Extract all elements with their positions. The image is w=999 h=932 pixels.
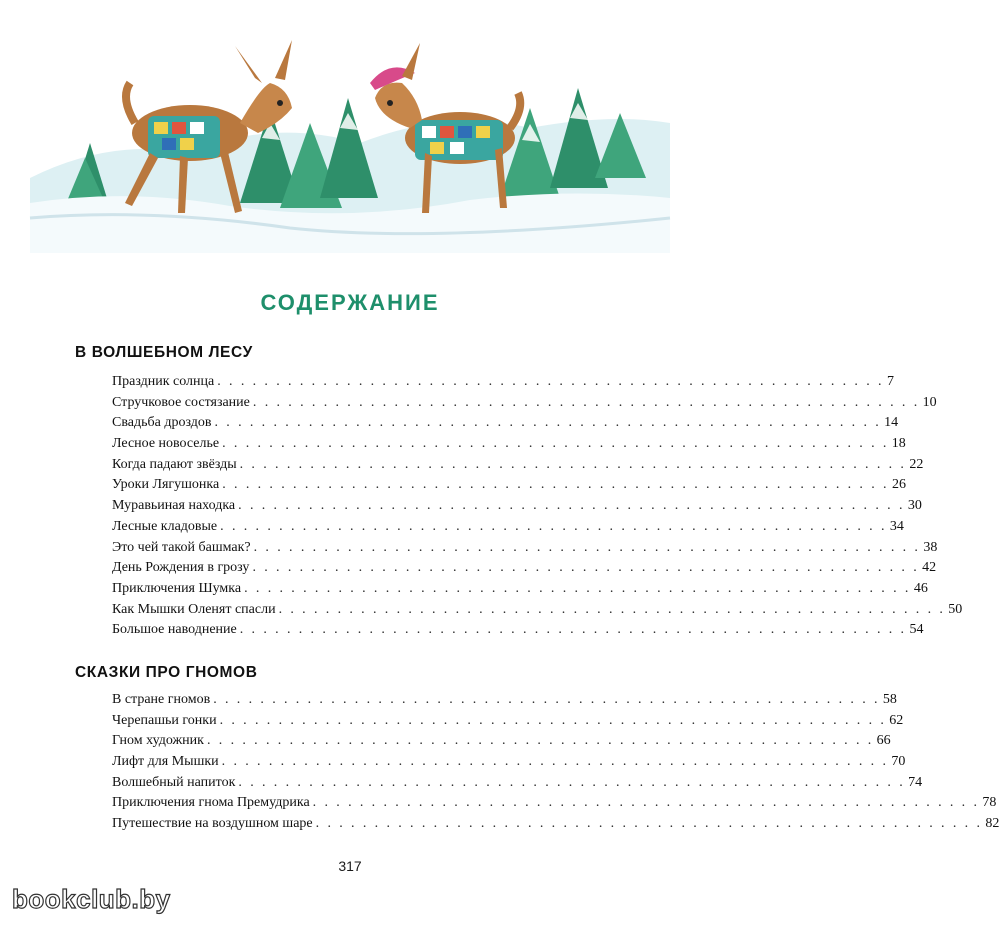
toc-entry[interactable] — [112, 601, 963, 623]
page-title: СОДЕРЖАНИЕ — [260, 290, 440, 315]
fawns-illustration — [30, 28, 670, 253]
toc-entry[interactable] — [112, 712, 904, 734]
toc-entry[interactable] — [112, 560, 937, 581]
toc-leader-dots: . . . . . . . . . . . . . . . . . . . . . . . . . . . . . . . . . . . . . . . . . . . . . . . . . . . . . . . . . — [213, 692, 880, 707]
watermark: bookclub.by — [12, 884, 171, 914]
toc-entry-page: 7 — [886, 374, 894, 389]
page-number: 317 — [338, 858, 362, 874]
toc-entry-page: 22 — [909, 456, 924, 472]
toc-entry[interactable] — [112, 456, 924, 478]
toc-entry-title: Стручковое состязание — [112, 394, 250, 410]
toc-entry-page: 46 — [913, 580, 928, 596]
toc-entry[interactable] — [112, 394, 937, 416]
toc-leader-dots: . . . . . . . . . . . . . . . . . . . . . . . . . . . . . . . . . . . . . . . . . . . . . . . . . . . . . . . . . — [253, 539, 921, 555]
toc-leader-dots: . . . . . . . . . . . . . . . . . . . . . . . . . . . . . . . . . . . . . . . . . . . . . . . . . . . . . . . . . — [238, 774, 906, 790]
toc-entry-title: Приключения гнома Премудрика — [112, 795, 310, 811]
toc-leader-dots: . . . . . . . . . . . . . . . . . . . . . . . . . . . . . . . . . . . . . . . . . . . . . . . . . . . . . . . . . — [315, 816, 983, 832]
toc-leader-dots: . . . . . . . . . . . . . . . . . . . . . . . . . . . . . . . . . . . . . . . . . . . . . . . . . . . . . . . . . — [238, 498, 905, 514]
toc-entry-title: Уроки Лягушонка — [112, 477, 220, 493]
toc-entry-title: Это чей такой башмак? — [112, 539, 251, 555]
toc-entry-title: Как Мышки Оленят спасли — [112, 601, 276, 617]
toc-leader-dots: . . . . . . . . . . . . . . . . . . . . . . . . . . . . . . . . . . . . . . . . . . . . . . . . . . . . . . . . . — [222, 477, 889, 493]
toc-leader-dots: . . . . . . . . . . . . . . . . . . . . . . . . . . . . . . . . . . . . . . . . . . . . . . . . . . . . . . . . . — [252, 560, 920, 576]
toc-entry[interactable] — [112, 539, 938, 561]
toc-entry[interactable] — [112, 816, 999, 837]
toc-entry-title: Свадьба дроздов — [112, 415, 212, 431]
toc-entry-page: 38 — [923, 539, 938, 555]
toc-entry-page: 30 — [907, 498, 922, 514]
toc-entry-page: 42 — [922, 560, 937, 576]
toc-entry[interactable] — [112, 415, 899, 436]
toc-entry-page: 66 — [876, 733, 891, 749]
toc-entry-title: Муравьиная находка — [112, 498, 236, 514]
toc-entry-page: 74 — [908, 774, 923, 790]
toc-entry[interactable] — [112, 754, 906, 775]
toc-entry[interactable] — [112, 374, 894, 395]
toc-entry-page: 62 — [889, 712, 904, 728]
toc-entry-title: Праздник солнца — [112, 374, 215, 389]
toc-entry-title: Лесные кладовые — [112, 518, 218, 534]
toc-entry-page: 26 — [891, 477, 906, 493]
toc-entry-title: Волшебный напиток — [112, 774, 236, 790]
toc-entry-page: 82 — [985, 816, 999, 832]
toc-entry[interactable] — [112, 498, 922, 519]
toc-leader-dots: . . . . . . . . . . . . . . . . . . . . . . . . . . . . . . . . . . . . . . . . . . . . . . . . . . . . . . . . . — [239, 622, 907, 638]
toc-entry-page: 70 — [891, 754, 906, 770]
toc-entry[interactable] — [112, 477, 906, 498]
toc-entry[interactable] — [112, 774, 923, 796]
toc-entry[interactable] — [112, 580, 928, 602]
section-heading: В ВОЛШЕБНОМ ЛЕСУ — [75, 344, 253, 361]
toc-leader-dots: . . . . . . . . . . . . . . . . . . . . . . . . . . . . . . . . . . . . . . . . . . . . . . . . . . . . . . . . . — [214, 415, 882, 431]
toc-entry-page: 18 — [891, 436, 906, 452]
toc-leader-dots: . . . . . . . . . . . . . . . . . . . . . . . . . . . . . . . . . . . . . . . . . . . . . . . . . . . . . . . . . — [312, 795, 980, 811]
toc-leader-dots: . . . . . . . . . . . . . . . . . . . . . . . . . . . . . . . . . . . . . . . . . . . . . . . . . . . . . . . . . — [220, 518, 887, 534]
toc-leader-dots: . . . . . . . . . . . . . . . . . . . . . . . . . . . . . . . . . . . . . . . . . . . . . . . . . . . . . . . . . — [217, 374, 884, 389]
toc-entry[interactable] — [112, 795, 997, 816]
toc-entry-page: 34 — [889, 518, 904, 534]
toc-leader-dots: . . . . . . . . . . . . . . . . . . . . . . . . . . . . . . . . . . . . . . . . . . . . . . . . . . . . . . . . . — [278, 601, 946, 617]
toc-leader-dots: . . . . . . . . . . . . . . . . . . . . . . . . . . . . . . . . . . . . . . . . . . . . . . . . . . . . . . . . . — [239, 456, 907, 472]
toc-entry-page: 10 — [922, 394, 937, 410]
toc-leader-dots: . . . . . . . . . . . . . . . . . . . . . . . . . . . . . . . . . . . . . . . . . . . . . . . . . . . . . . . . . — [244, 580, 911, 596]
toc-entry[interactable] — [112, 622, 924, 643]
toc-leader-dots: . . . . . . . . . . . . . . . . . . . . . . . . . . . . . . . . . . . . . . . . . . . . . . . . . . . . . . . . . — [206, 733, 874, 749]
toc-leader-dots: . . . . . . . . . . . . . . . . . . . . . . . . . . . . . . . . . . . . . . . . . . . . . . . . . . . . . . . . . — [222, 436, 889, 452]
toc-entry-page: 14 — [884, 415, 899, 431]
section-heading: СКАЗКИ ПРО ГНОМОВ — [75, 664, 258, 681]
toc-section-1 — [112, 374, 963, 643]
toc-entry-title: Большое наводнение — [112, 622, 237, 638]
toc-entry-title: Гном художник — [112, 733, 204, 749]
toc-entry[interactable] — [112, 436, 906, 457]
toc-leader-dots: . . . . . . . . . . . . . . . . . . . . . . . . . . . . . . . . . . . . . . . . . . . . . . . . . . . . . . . . . — [252, 394, 920, 410]
toc-entry-title: Лесное новоселье — [112, 436, 220, 452]
toc-entry-title: Когда падают звёзды — [112, 456, 237, 472]
toc-entry[interactable] — [112, 518, 904, 540]
toc-entry-title: Путешествие на воздушном шаре — [112, 816, 313, 832]
toc-entry-page: 78 — [982, 795, 997, 811]
toc-leader-dots: . . . . . . . . . . . . . . . . . . . . . . . . . . . . . . . . . . . . . . . . . . . . . . . . . . . . . . . . . — [221, 754, 889, 770]
toc-entry-title: Приключения Шумка — [112, 580, 242, 596]
toc-entry-title: Черепашьи гонки — [112, 712, 217, 728]
toc-section-2 — [112, 692, 999, 837]
toc-entry-page: 54 — [909, 622, 924, 638]
toc-entry-title: В стране гномов — [112, 692, 211, 707]
toc-entry[interactable] — [112, 692, 897, 713]
toc-leader-dots: . . . . . . . . . . . . . . . . . . . . . . . . . . . . . . . . . . . . . . . . . . . . . . . . . . . . . . . . . — [219, 712, 887, 728]
toc-entry-title: День Рождения в грозу — [112, 560, 250, 576]
toc-entry-page: 50 — [948, 601, 963, 617]
toc-entry-title: Лифт для Мышки — [112, 754, 219, 770]
toc-entry-page: 58 — [882, 692, 897, 707]
toc-entry[interactable] — [112, 733, 891, 754]
